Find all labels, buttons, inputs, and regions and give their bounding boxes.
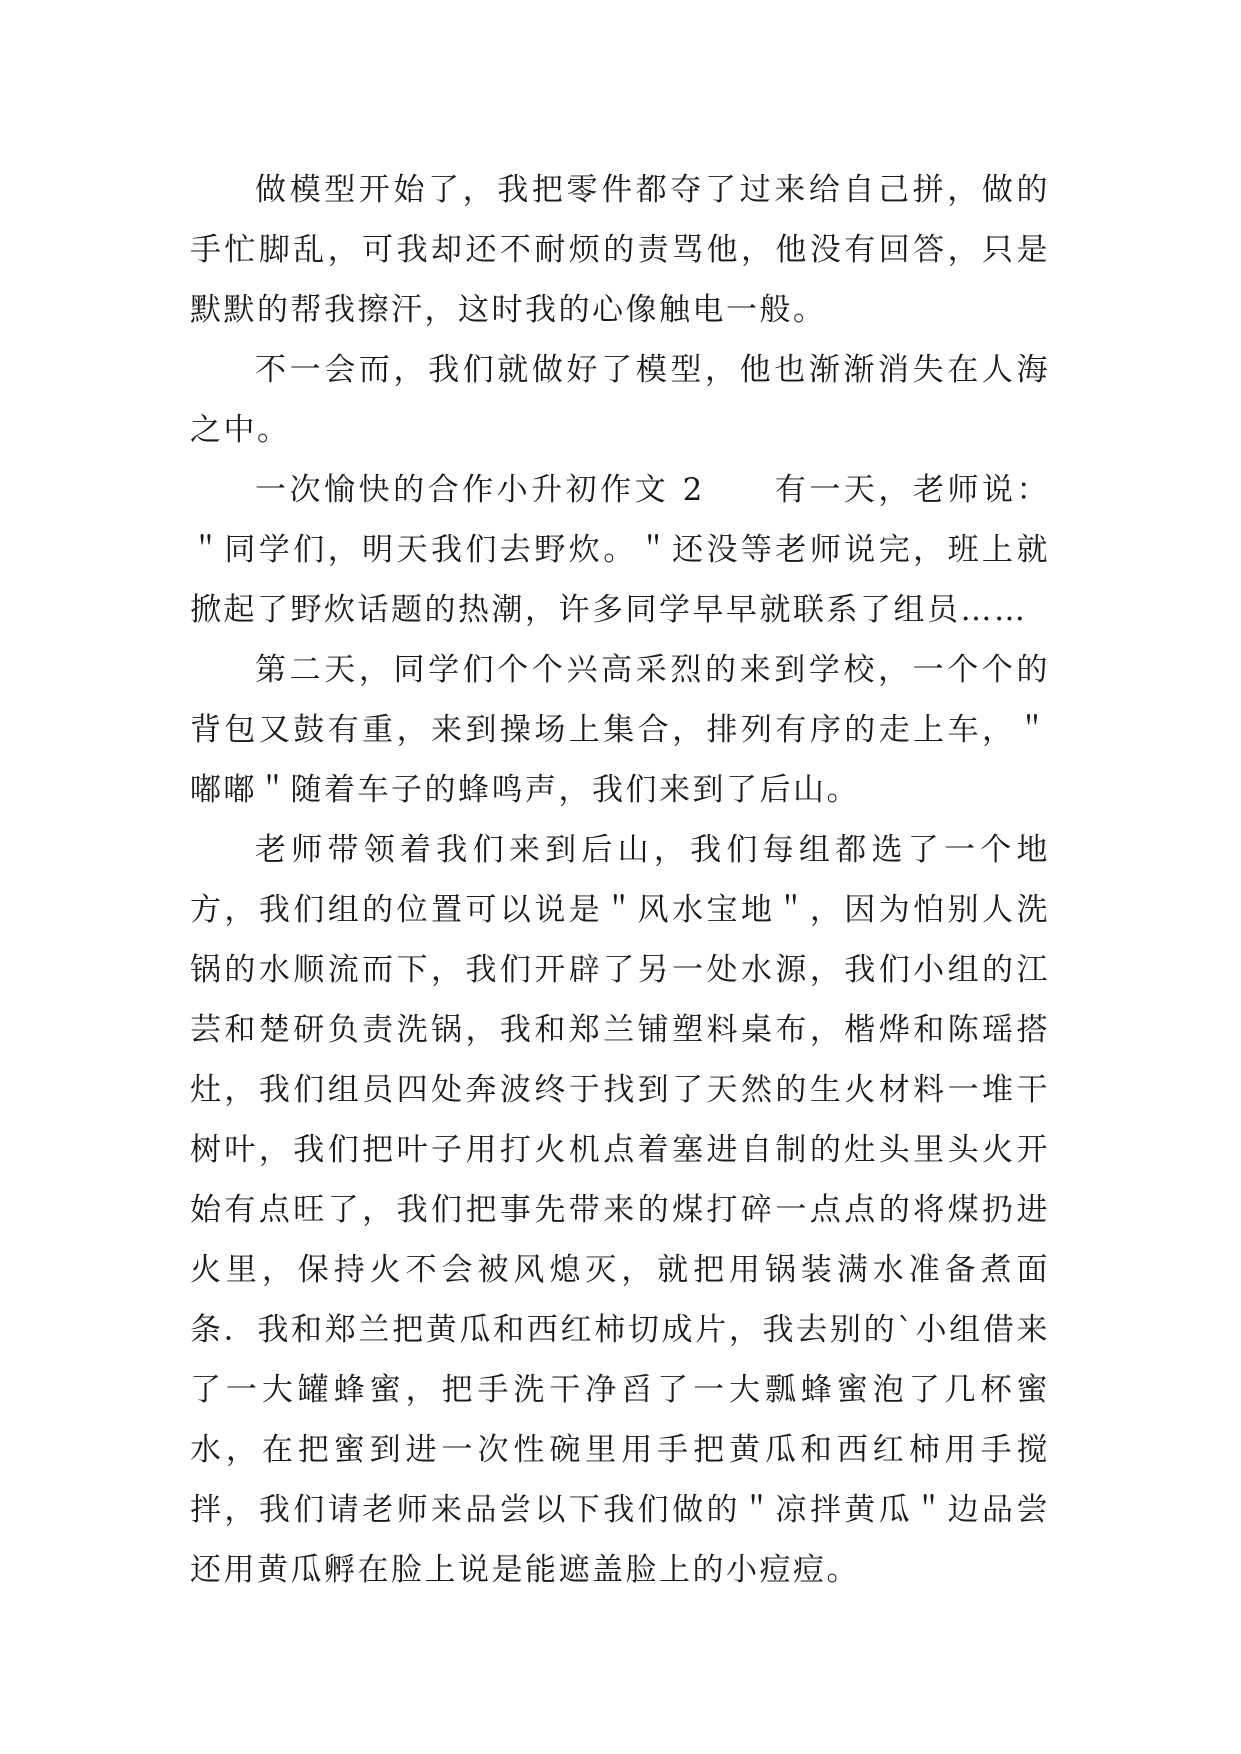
paragraph: 第二天，同学们个个兴高采烈的来到学校，一个个的背包又鼓有重，来到操场上集合，排列有序的走上车，＂嘟嘟＂随着车子的蜂鸣声，我们来到了后山。 — [190, 652, 1050, 808]
document-body — [190, 160, 1050, 1600]
paragraph: 老师带领着我们来到后山，我们每组都选了一个地方，我们组的位置可以说是＂风水宝地＂，因为怕别人洗锅的水顺流而下，我们开辟了另一处水源，我们小组的江芸和楚研负责洗锅，我和郑兰铺塑料桌布，楷烨和陈瑶搭灶，我们组员四处奔波终于找到了天然的生火材料一堆干树叶，我们把叶子用打火机点着塞进自制的灶头里头火开始有点旺了，我们把事先带来的煤打碎一点点的将煤扔进火里，保持火不会被风熄灭，就把用锅装满水准备煮面条．我和郑兰把黄瓜和西红柿切成片，我去别的`小组借来了一大罐蜂蜜，把手洗干净舀了一大瓢蜂蜜泡了几杯蜜水，在把蜜到进一次性碗里用手把黄瓜和西红柿用手搅拌，我们请老师来品尝以下我们做的＂凉拌黄瓜＂边品尝还用黄瓜孵在脸上说是能遮盖脸上的小痘痘。 — [190, 832, 1050, 1588]
paragraph: 一次愉快的合作小升初作文 2 有一天，老师说：＂同学们，明天我们去野炊。＂还没等老师说完，班上就掀起了野炊话题的热潮，许多同学早早就联系了组员…… — [190, 472, 1050, 628]
paragraph: 不一会而，我们就做好了模型，他也渐渐消失在人海之中。 — [190, 352, 1050, 448]
paragraph: 做模型开始了，我把零件都夺了过来给自己拼，做的手忙脚乱，可我却还不耐烦的责骂他，他没有回答，只是默默的帮我擦汗，这时我的心像触电一般。 — [190, 172, 1050, 328]
